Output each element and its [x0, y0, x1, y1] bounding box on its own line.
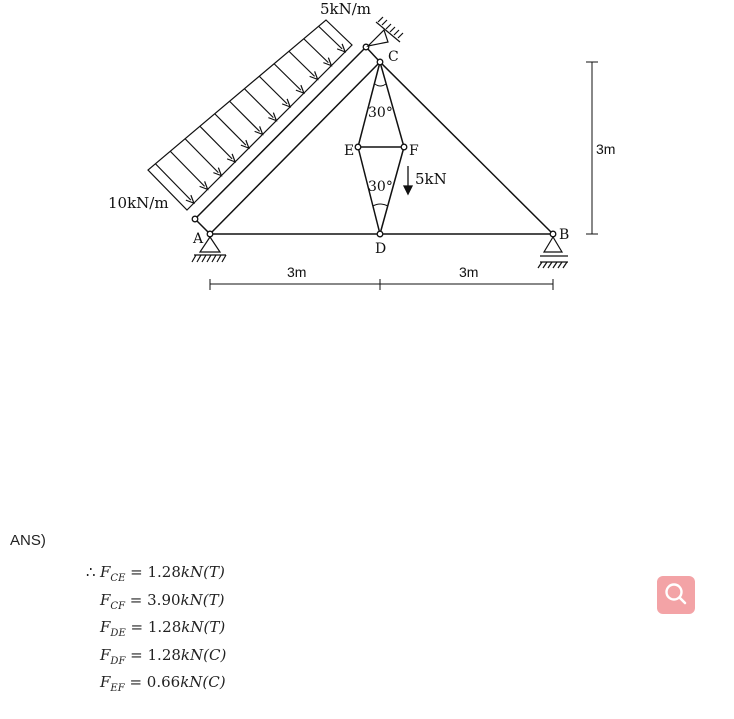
label-node-E: E: [344, 143, 355, 159]
member-subscript: DE: [110, 628, 126, 639]
node-F: [401, 144, 407, 150]
load-arrow: [230, 101, 260, 131]
answer-heading: ANS): [10, 532, 46, 549]
load-arrow: [200, 126, 232, 159]
angle-arc-lower: [373, 204, 388, 206]
support-top: [368, 17, 403, 46]
node-E: [355, 144, 361, 150]
member-subscript: EF: [110, 683, 125, 694]
load-arrow: [289, 51, 315, 76]
label-span-left: 3m: [287, 264, 307, 280]
force-type: (T): [202, 590, 225, 609]
therefore-symbol: ∴: [86, 563, 96, 581]
beam-node-lower: [192, 216, 198, 222]
force-type: (T): [203, 563, 225, 581]
label-bottom-load: 10kN/m: [108, 194, 169, 212]
force-value: = 3.90: [129, 590, 181, 609]
member-subscript: CE: [110, 573, 126, 584]
answer-line: [86, 672, 226, 700]
answer-list: [86, 562, 226, 700]
label-node-B: B: [559, 227, 570, 243]
force-unit: kN: [180, 590, 203, 609]
force-symbol: F: [100, 618, 111, 636]
member-subscript: DF: [110, 655, 126, 667]
label-top-load: 5kN/m: [320, 0, 372, 18]
force-symbol: F: [100, 645, 111, 664]
force-value: = 1.28: [130, 563, 181, 581]
node-D: [377, 231, 383, 237]
label-node-C: C: [388, 49, 399, 65]
force-type: (T): [203, 618, 226, 636]
beam-node-upper: [363, 44, 369, 50]
force-symbol: F: [100, 673, 111, 691]
search-button[interactable]: [657, 576, 695, 614]
answer-line: [86, 617, 226, 645]
answer-line: [86, 562, 226, 590]
load-arrow: [185, 139, 218, 173]
force-symbol: F: [100, 590, 111, 609]
member-AC: [210, 62, 380, 234]
label-node-A: A: [193, 231, 204, 247]
label-span-right: 3m: [459, 264, 479, 280]
truss-diagram: [0, 0, 734, 300]
force-value: = 1.28: [130, 645, 181, 664]
load-arrow: [319, 26, 343, 49]
label-node-D: D: [375, 241, 387, 257]
load-arrow: [170, 151, 204, 186]
force-unit: kN: [180, 563, 204, 581]
force-value: = 1.28: [130, 618, 182, 636]
label-height: 3m: [596, 141, 616, 157]
point-load-arrow: [404, 166, 412, 194]
load-arrow: [215, 114, 246, 145]
angle-arc-upper: [375, 84, 386, 86]
answer-line: [86, 645, 226, 673]
force-unit: kN: [180, 673, 203, 691]
answer-line: [86, 590, 226, 618]
load-arrow: [274, 64, 301, 90]
load-beam: [195, 47, 366, 219]
label-node-F: F: [409, 143, 419, 159]
distributed-load: [148, 20, 355, 210]
force-symbol: F: [100, 563, 111, 581]
label-angle-lower: 30°: [368, 179, 393, 195]
load-arrow: [259, 76, 287, 104]
force-value: = 0.66: [129, 673, 181, 691]
force-type: (C): [203, 645, 227, 664]
force-type: (C): [202, 673, 226, 691]
label-angle-upper: 30°: [368, 105, 393, 121]
force-unit: kN: [181, 618, 204, 636]
load-arrow: [244, 89, 273, 118]
force-unit: kN: [180, 645, 204, 664]
search-icon: [663, 581, 689, 610]
member-subscript: CF: [110, 600, 126, 612]
label-point-load: 5kN: [415, 170, 447, 188]
node-C: [377, 59, 383, 65]
load-arrow: [304, 39, 329, 63]
